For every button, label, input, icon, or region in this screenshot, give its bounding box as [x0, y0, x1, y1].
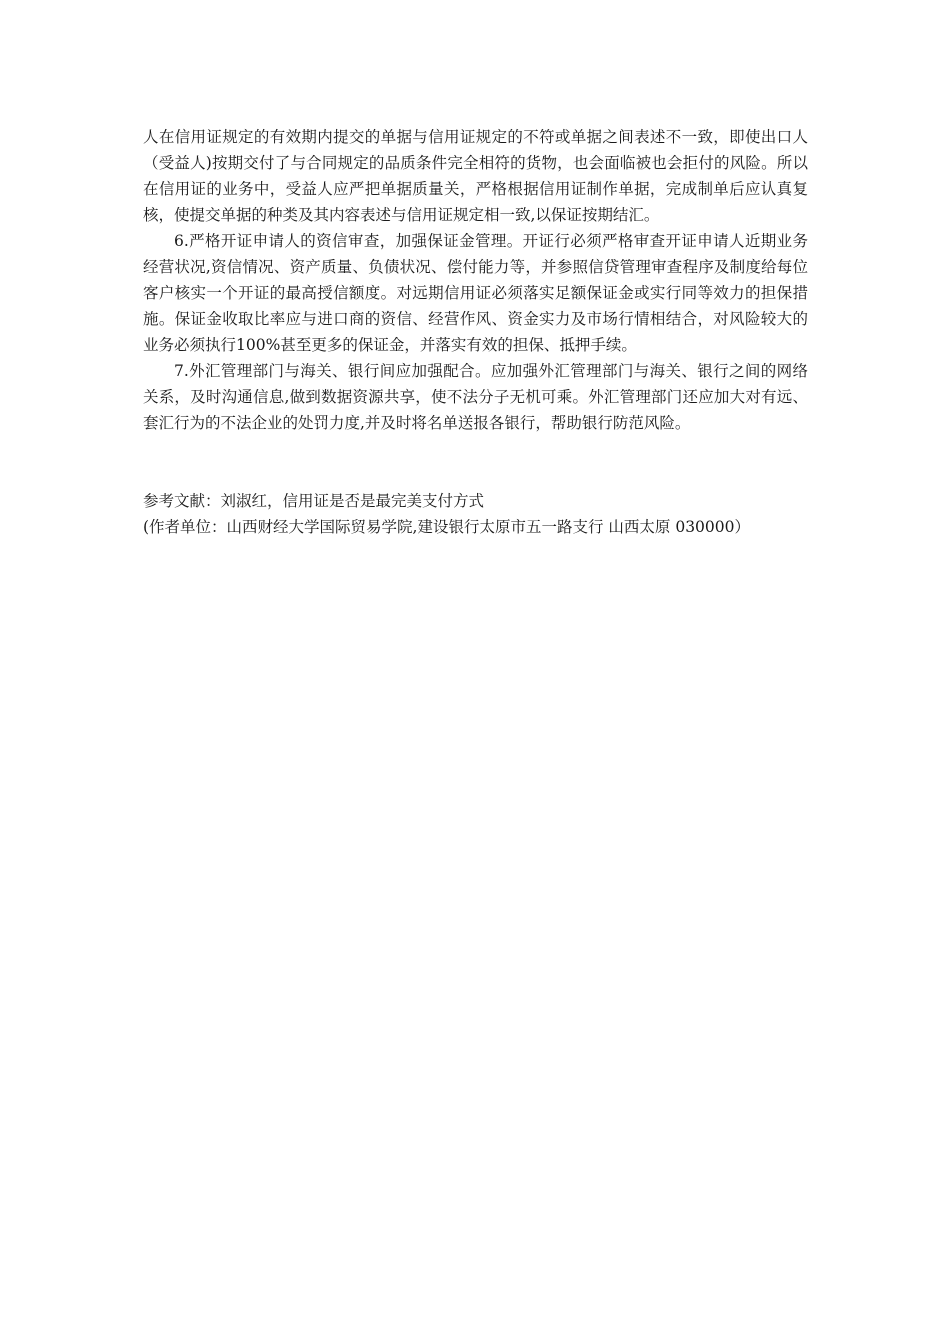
- document-page: [143, 124, 808, 540]
- reference-citation: 参考文献：刘淑红，信用证是否是最完美支付方式: [143, 492, 485, 510]
- references-section: [143, 488, 808, 540]
- paragraph-item-7: 7.外汇管理部门与海关、银行间应加强配合。应加强外汇管理部门与海关、银行之间的网络关系，及时沟通信息,做到数据资源共享，使不法分子无机可乘。外汇管理部门还应加大对有远、套汇行为的不法企业的处罚力度,并及时将名单送报各银行，帮助银行防范风险。: [143, 362, 808, 432]
- author-affiliation: (作者单位：山西财经大学国际贸易学院,建设银行太原市五一路支行 山西太原 030000）: [143, 518, 751, 536]
- paragraph-item-6: 6.严格开证申请人的资信审查，加强保证金管理。开证行必须严格审查开证申请人近期业务经营状况,资信情况、资产质量、负债状况、偿付能力等，并参照信贷管理审查程序及制度给每位客户核实一个开证的最高授信额度。对远期信用证必须落实足额保证金或实行同等效力的担保措施。保证金收取比率应与进口商的资信、经营作风、资金实力及市场行情相结合，对风险较大的业务必须执行100%甚至更多的保证金，并落实有效的担保、抵押手续。: [143, 232, 808, 354]
- paragraph-continued: 人在信用证规定的有效期内提交的单据与信用证规定的不符或单据之间表述不一致，即使出口人（受益人)按期交付了与合同规定的品质条件完全相符的货物，也会面临被也会拒付的风险。所以在信用证的业务中，受益人应严把单据质量关，严格根据信用证制作单据，完成制单后应认真复核，使提交单据的种类及其内容表述与信用证规定相一致,以保证按期结汇。: [143, 128, 808, 224]
